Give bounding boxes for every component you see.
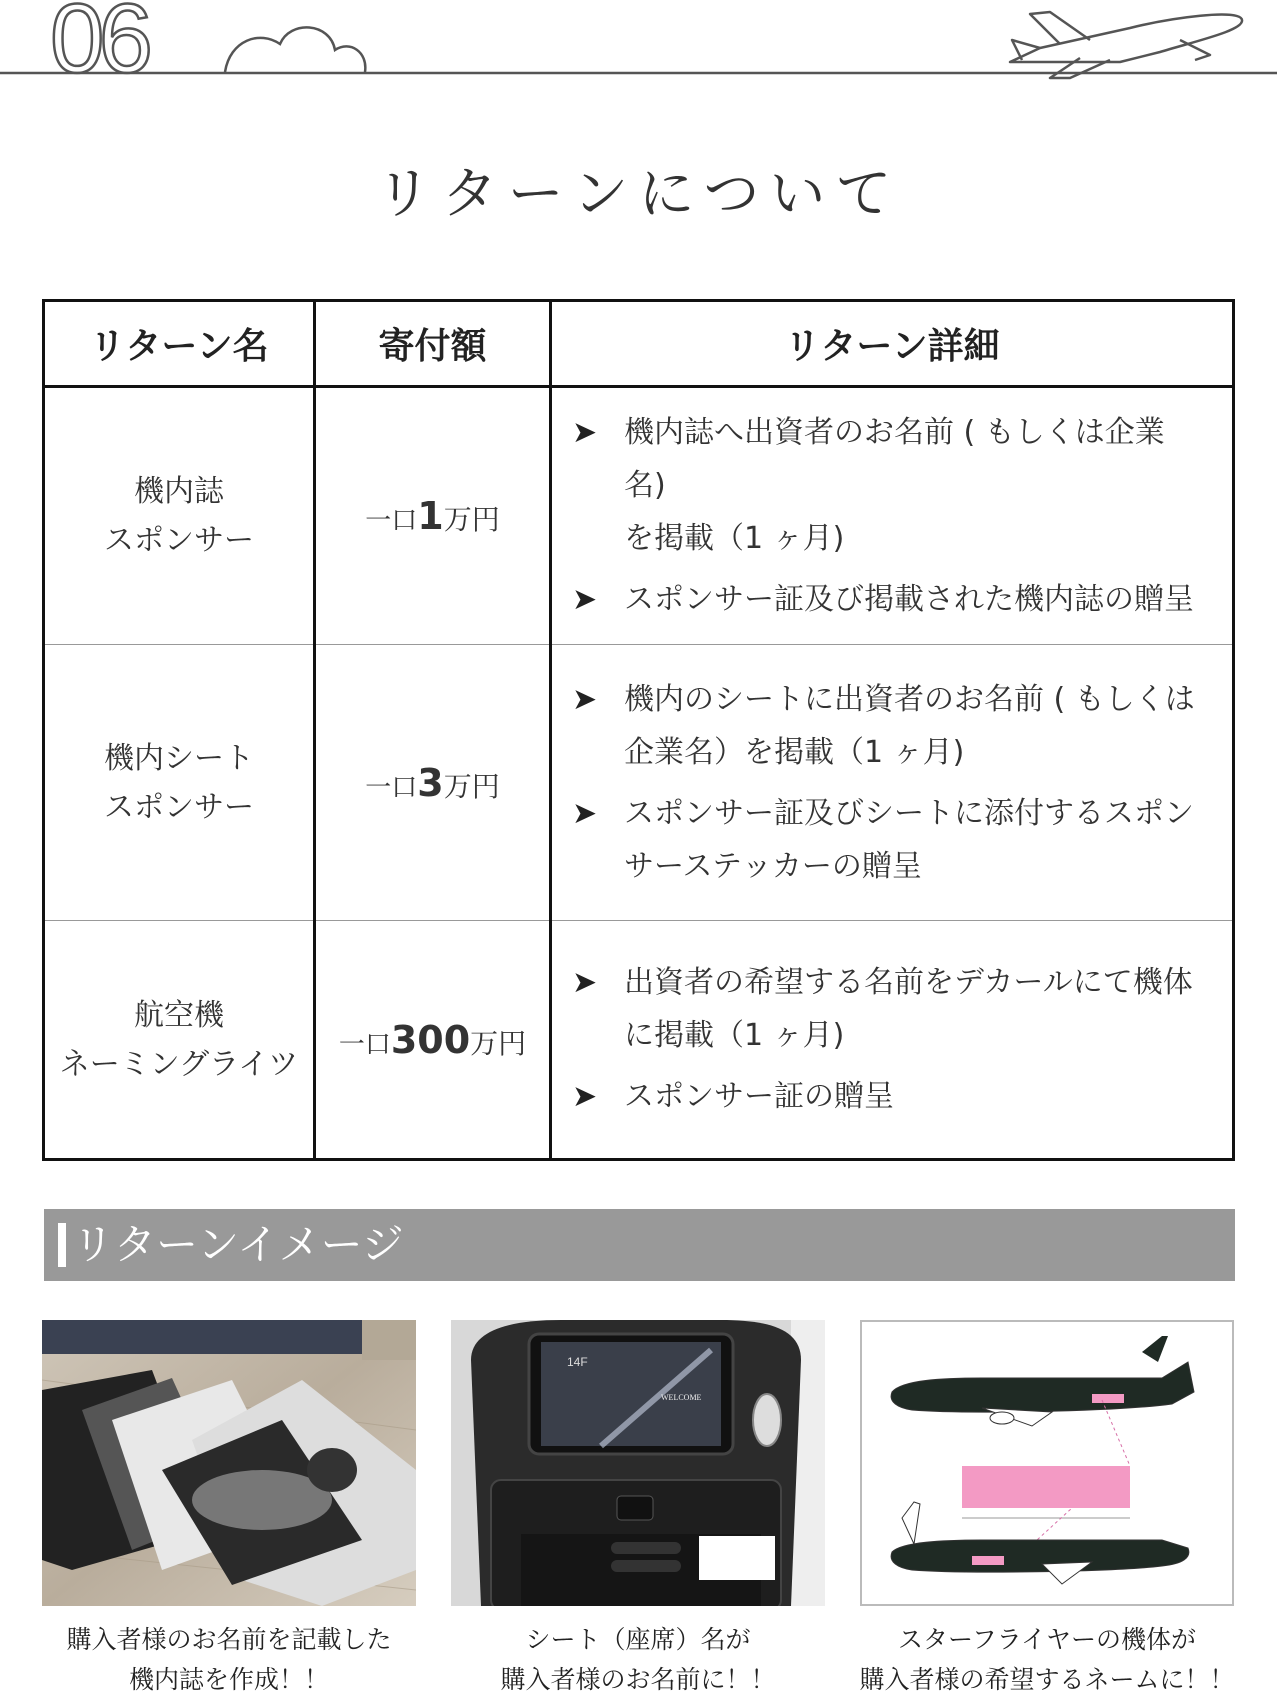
- arrow-bullet-icon: ➤: [572, 681, 598, 717]
- seat-number: 14F: [567, 1355, 588, 1369]
- detail-line: を掲載（1 ヶ月): [624, 521, 845, 556]
- detail-line: スポンサー証及び掲載された機内誌の贈呈: [624, 582, 1194, 617]
- seatback-photo: [451, 1320, 825, 1606]
- caption-line: 機内誌を作成！！: [128, 1665, 329, 1693]
- header-return-name: リターン名: [44, 301, 315, 387]
- detail-item: [572, 956, 1198, 1062]
- details-cell: [551, 921, 1234, 1160]
- caption-line: スターフライヤーの機体が: [897, 1625, 1196, 1654]
- amount-suffix: 万円: [443, 769, 500, 803]
- details-cell: [551, 387, 1234, 645]
- returns-table: [42, 299, 1235, 1161]
- caption-line: 購入者様のお名前に！！: [500, 1665, 776, 1693]
- detail-item: [572, 1070, 1198, 1123]
- return-name-line: 航空機: [134, 997, 224, 1033]
- return-name-cell: [44, 387, 315, 645]
- return-name-line: スポンサー: [104, 789, 254, 825]
- aircraft-diagram: [860, 1320, 1234, 1606]
- detail-list: [572, 406, 1198, 626]
- amount-suffix: 万円: [443, 503, 500, 536]
- caption-magazine: [9, 1620, 449, 1693]
- amount-suffix: 万円: [470, 1026, 527, 1060]
- detail-item: [572, 787, 1198, 893]
- detail-item: [572, 406, 1198, 565]
- caption-line: 購入者様の希望するネームに！！: [859, 1665, 1235, 1693]
- detail-line: 出資者の希望する名前をデカールにて機体: [624, 965, 1193, 1000]
- header-details: リターン詳細: [551, 301, 1234, 387]
- amount-number: 3: [417, 760, 444, 805]
- arrow-bullet-icon: ➤: [572, 795, 598, 831]
- cloud-icon: [225, 27, 365, 72]
- detail-list: [572, 956, 1198, 1123]
- section-number: 06: [50, 0, 148, 80]
- heading-bar: [58, 1223, 66, 1267]
- table-row: [44, 645, 1234, 921]
- welcome-text: WELCOME: [661, 1393, 702, 1402]
- magazine-photo: [42, 1320, 416, 1606]
- detail-item: [572, 673, 1198, 779]
- detail-line: スポンサー証及びシートに添付するスポン: [624, 795, 1194, 831]
- return-name-line: 機内シート: [104, 740, 254, 776]
- section-title: リターンについて: [375, 162, 902, 227]
- amount-number: 300: [390, 1017, 471, 1062]
- caption-line: 購入者様のお名前を記載した: [66, 1625, 392, 1654]
- amount-cell: [315, 645, 551, 921]
- return-name-line: ネーミングライツ: [59, 1046, 299, 1082]
- airplane-icon: [1010, 12, 1242, 78]
- header-decoration: [0, 0, 1277, 80]
- return-image-heading-text: リターンイメージ: [72, 1220, 404, 1269]
- amount-prefix: 一口: [365, 506, 418, 536]
- detail-line: スポンサー証の贈呈: [624, 1079, 894, 1114]
- amount-prefix: 一口: [365, 772, 418, 803]
- caption-line: シート（座席）名が: [525, 1625, 751, 1654]
- detail-line: 機内誌へ出資者のお名前 ( もしくは企業名): [624, 415, 1165, 503]
- table-row: [44, 387, 1234, 645]
- amount-cell: [315, 921, 551, 1160]
- detail-list: [572, 673, 1198, 893]
- detail-item: [572, 573, 1198, 626]
- return-name-cell: [44, 645, 315, 921]
- detail-line: サーステッカーの贈呈: [624, 848, 922, 884]
- detail-line: に掲載（1 ヶ月): [624, 1018, 845, 1053]
- caption-aircraft: [827, 1620, 1267, 1693]
- arrow-bullet-icon: ➤: [572, 582, 598, 617]
- header-amount: 寄付額: [315, 301, 551, 387]
- return-name-cell: [44, 921, 315, 1160]
- arrow-bullet-icon: ➤: [572, 415, 598, 450]
- detail-line: 企業名）を掲載（1 ヶ月): [624, 734, 965, 770]
- amount-number: 1: [417, 494, 444, 538]
- amount-prefix: 一口: [338, 1029, 391, 1060]
- return-image-heading: [44, 1209, 1235, 1281]
- amount-cell: [315, 387, 551, 645]
- return-name-line: スポンサー: [104, 523, 254, 558]
- arrow-bullet-icon: ➤: [572, 965, 598, 1000]
- detail-line: 機内のシートに出資者のお名前 ( もしくは: [624, 681, 1195, 717]
- caption-seat: [418, 1620, 858, 1693]
- details-cell: [551, 645, 1234, 921]
- table-row: [44, 921, 1234, 1160]
- arrow-bullet-icon: ➤: [572, 1079, 598, 1114]
- table-header-row: [44, 301, 1234, 387]
- return-name-line: 機内誌: [134, 474, 224, 509]
